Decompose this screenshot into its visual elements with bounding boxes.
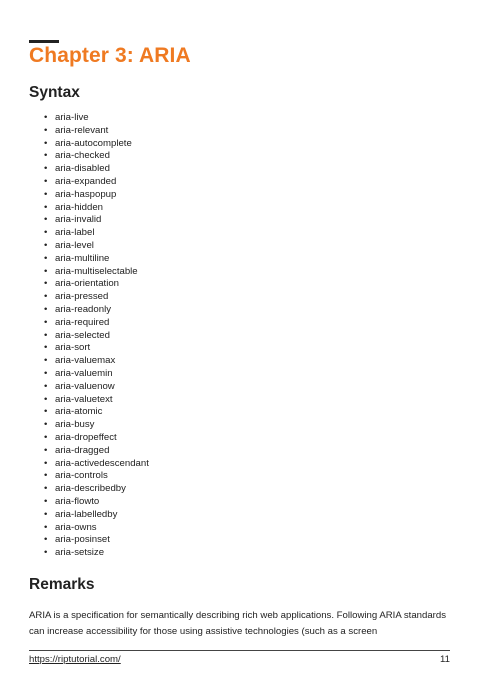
footer-link[interactable]: https://riptutorial.com/ xyxy=(29,654,121,665)
list-item: • aria-pressed xyxy=(44,291,149,304)
list-item: • aria-labelledby xyxy=(44,509,149,522)
list-item: • aria-owns xyxy=(44,522,149,535)
list-item: • aria-relevant xyxy=(44,125,149,138)
list-item: • aria-flowto xyxy=(44,496,149,509)
list-item: • aria-setsize xyxy=(44,547,149,560)
list-item: • aria-posinset xyxy=(44,534,149,547)
list-item: • aria-disabled xyxy=(44,163,149,176)
list-item: • aria-valuemin xyxy=(44,368,149,381)
syntax-heading: Syntax xyxy=(29,84,80,101)
list-item: • aria-busy xyxy=(44,419,149,432)
list-item: • aria-label xyxy=(44,227,149,240)
list-item: • aria-dragged xyxy=(44,445,149,458)
page-number: 11 xyxy=(440,654,450,665)
list-item: • aria-expanded xyxy=(44,176,149,189)
aria-attribute-list xyxy=(44,112,149,560)
list-item: • aria-atomic xyxy=(44,406,149,419)
list-item: • aria-readonly xyxy=(44,304,149,317)
list-item: • aria-checked xyxy=(44,150,149,163)
list-item: • aria-multiselectable xyxy=(44,266,149,279)
list-item: • aria-dropeffect xyxy=(44,432,149,445)
list-item: • aria-autocomplete xyxy=(44,138,149,151)
list-item: • aria-orientation xyxy=(44,278,149,291)
list-item: • aria-valuenow xyxy=(44,381,149,394)
list-item: • aria-haspopup xyxy=(44,189,149,202)
list-item: • aria-describedby xyxy=(44,483,149,496)
list-item: • aria-controls xyxy=(44,470,149,483)
list-item: • aria-activedescendant xyxy=(44,458,149,471)
list-item: • aria-valuemax xyxy=(44,355,149,368)
list-item: • aria-valuetext xyxy=(44,394,149,407)
list-item: • aria-live xyxy=(44,112,149,125)
chapter-title: Chapter 3: ARIA xyxy=(29,44,191,67)
footer-divider xyxy=(29,650,450,651)
list-item: • aria-sort xyxy=(44,342,149,355)
title-accent-bar xyxy=(29,40,59,43)
list-item: • aria-multiline xyxy=(44,253,149,266)
remarks-heading: Remarks xyxy=(29,576,95,593)
remarks-paragraph: ARIA is a specification for semantically describing rich web applications. Following ARIA standards can increase accessibility for those using assistive technologies (such as a screen xyxy=(29,610,446,637)
list-item: • aria-required xyxy=(44,317,149,330)
list-item: • aria-invalid xyxy=(44,214,149,227)
list-item: • aria-selected xyxy=(44,330,149,343)
list-item: • aria-level xyxy=(44,240,149,253)
list-item: • aria-hidden xyxy=(44,202,149,215)
